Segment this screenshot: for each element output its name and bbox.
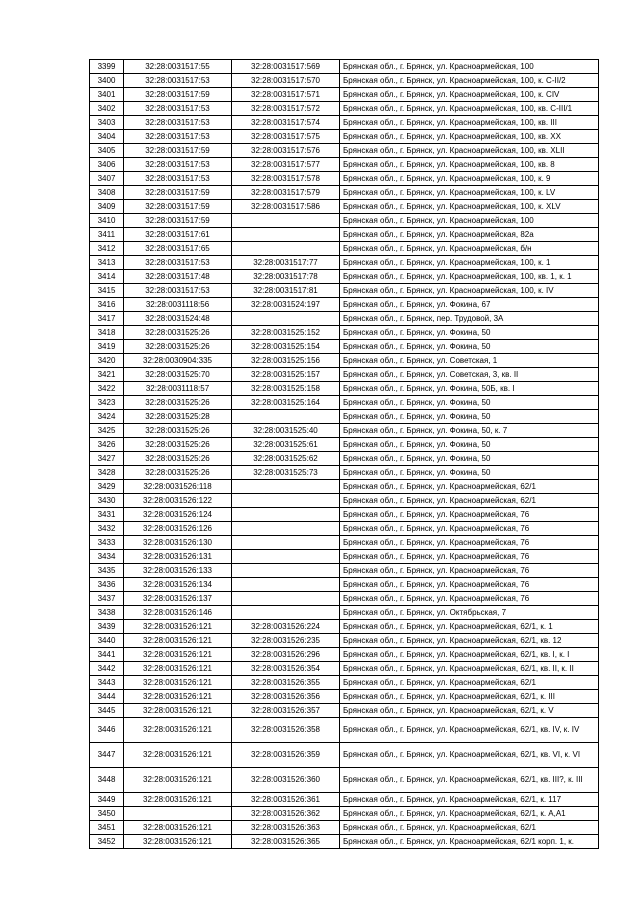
address-cell: Брянская обл., г. Брянск, ул. Красноармейская, 100, к. IV [340, 284, 599, 298]
table-row [90, 550, 599, 564]
parcel-cadastral-number-cell: 32:28:0031526:133 [124, 564, 232, 578]
row-number-cell: 3448 [90, 768, 124, 793]
table-body [90, 60, 599, 849]
object-cadastral-number-cell: 32:28:0031517:576 [232, 144, 340, 158]
object-cadastral-number-cell: 32:28:0031526:362 [232, 807, 340, 821]
row-number-cell: 3424 [90, 410, 124, 424]
object-cadastral-number-cell: 32:28:0031517:569 [232, 60, 340, 74]
table-row [90, 494, 599, 508]
table-row [90, 354, 599, 368]
row-number-cell: 3434 [90, 550, 124, 564]
address-cell: Брянская обл., г. Брянск, ул. Красноармейская, 62/1 корп. 1, к. [340, 835, 599, 849]
row-number-cell: 3410 [90, 214, 124, 228]
parcel-cadastral-number-cell: 32:28:0031526:121 [124, 634, 232, 648]
row-number-cell: 3449 [90, 793, 124, 807]
parcel-cadastral-number-cell: 32:28:0031517:59 [124, 214, 232, 228]
object-cadastral-number-cell: 32:28:0031525:164 [232, 396, 340, 410]
object-cadastral-number-cell: 32:28:0031517:570 [232, 74, 340, 88]
row-number-cell: 3415 [90, 284, 124, 298]
object-cadastral-number-cell: 32:28:0031525:158 [232, 382, 340, 396]
table-row [90, 768, 599, 793]
address-cell: Брянская обл., г. Брянск, ул. Красноармейская, 76 [340, 508, 599, 522]
parcel-cadastral-number-cell: 32:28:0031517:59 [124, 186, 232, 200]
object-cadastral-number-cell: 32:28:0031517:77 [232, 256, 340, 270]
object-cadastral-number-cell: 32:28:0031526:363 [232, 821, 340, 835]
parcel-cadastral-number-cell: 32:28:0031517:55 [124, 60, 232, 74]
parcel-cadastral-number-cell: 32:28:0031526:121 [124, 743, 232, 768]
object-cadastral-number-cell: 32:28:0031524:197 [232, 298, 340, 312]
row-number-cell: 3422 [90, 382, 124, 396]
parcel-cadastral-number-cell [124, 807, 232, 821]
object-cadastral-number-cell [232, 494, 340, 508]
row-number-cell: 3406 [90, 158, 124, 172]
address-cell: Брянская обл., г. Брянск, ул. Красноармейская, 76 [340, 536, 599, 550]
address-cell: Брянская обл., г. Брянск, ул. Фокина, 50 [340, 326, 599, 340]
object-cadastral-number-cell: 32:28:0031517:579 [232, 186, 340, 200]
address-cell: Брянская обл., г. Брянск, ул. Фокина, 50 [340, 438, 599, 452]
table-row [90, 620, 599, 634]
object-cadastral-number-cell: 32:28:0031526:359 [232, 743, 340, 768]
parcel-cadastral-number-cell: 32:28:0031517:53 [124, 256, 232, 270]
object-cadastral-number-cell [232, 508, 340, 522]
object-cadastral-number-cell: 32:28:0031517:575 [232, 130, 340, 144]
row-number-cell: 3403 [90, 116, 124, 130]
row-number-cell: 3439 [90, 620, 124, 634]
parcel-cadastral-number-cell: 32:28:0031525:26 [124, 466, 232, 480]
parcel-cadastral-number-cell: 32:28:0031525:26 [124, 340, 232, 354]
cadastral-table [89, 59, 599, 849]
table-row [90, 424, 599, 438]
row-number-cell: 3427 [90, 452, 124, 466]
row-number-cell: 3423 [90, 396, 124, 410]
table-row [90, 704, 599, 718]
parcel-cadastral-number-cell: 32:28:0031525:26 [124, 438, 232, 452]
parcel-cadastral-number-cell: 32:28:0031526:121 [124, 676, 232, 690]
table-row [90, 438, 599, 452]
object-cadastral-number-cell [232, 592, 340, 606]
parcel-cadastral-number-cell: 32:28:0031517:59 [124, 200, 232, 214]
row-number-cell: 3421 [90, 368, 124, 382]
parcel-cadastral-number-cell: 32:28:0031526:118 [124, 480, 232, 494]
row-number-cell: 3452 [90, 835, 124, 849]
row-number-cell: 3441 [90, 648, 124, 662]
address-cell: Брянская обл., г. Брянск, ул. Красноармейская, 62/1 [340, 676, 599, 690]
address-cell: Брянская обл., г. Брянск, ул. Красноармейская, 100 [340, 214, 599, 228]
address-cell: Брянская обл., г. Брянск, ул. Красноармейская, 100, кв. XX [340, 130, 599, 144]
table-row [90, 743, 599, 768]
row-number-cell: 3440 [90, 634, 124, 648]
object-cadastral-number-cell: 32:28:0031517:577 [232, 158, 340, 172]
object-cadastral-number-cell [232, 564, 340, 578]
table-row [90, 452, 599, 466]
object-cadastral-number-cell: 32:28:0031517:571 [232, 88, 340, 102]
table-row [90, 578, 599, 592]
address-cell: Брянская обл., г. Брянск, ул. Красноармейская, 62/1, кв. I, к. I [340, 648, 599, 662]
row-number-cell: 3436 [90, 578, 124, 592]
parcel-cadastral-number-cell: 32:28:0031517:53 [124, 116, 232, 130]
table-row [90, 718, 599, 743]
row-number-cell: 3420 [90, 354, 124, 368]
table-row [90, 158, 599, 172]
parcel-cadastral-number-cell: 32:28:0031517:53 [124, 284, 232, 298]
parcel-cadastral-number-cell: 32:28:0031517:53 [124, 172, 232, 186]
address-cell: Брянская обл., г. Брянск, ул. Красноармейская, 62/1, к. 117 [340, 793, 599, 807]
object-cadastral-number-cell [232, 242, 340, 256]
object-cadastral-number-cell: 32:28:0031526:365 [232, 835, 340, 849]
row-number-cell: 3451 [90, 821, 124, 835]
address-cell: Брянская обл., г. Брянск, ул. Фокина, 50 [340, 466, 599, 480]
row-number-cell: 3413 [90, 256, 124, 270]
object-cadastral-number-cell: 32:28:0031525:40 [232, 424, 340, 438]
parcel-cadastral-number-cell: 32:28:0031517:53 [124, 158, 232, 172]
table-row [90, 270, 599, 284]
address-cell: Брянская обл., г. Брянск, ул. Красноармейская, 76 [340, 550, 599, 564]
row-number-cell: 3429 [90, 480, 124, 494]
table-row [90, 88, 599, 102]
parcel-cadastral-number-cell: 32:28:0031517:53 [124, 74, 232, 88]
parcel-cadastral-number-cell: 32:28:0031526:121 [124, 821, 232, 835]
parcel-cadastral-number-cell: 32:28:0031525:26 [124, 326, 232, 340]
object-cadastral-number-cell [232, 480, 340, 494]
parcel-cadastral-number-cell: 32:28:0031526:121 [124, 662, 232, 676]
address-cell: Брянская обл., г. Брянск, ул. Красноармейская, 62/1, кв. IV, к. IV [340, 718, 599, 743]
table-row [90, 242, 599, 256]
parcel-cadastral-number-cell: 32:28:0031525:26 [124, 452, 232, 466]
parcel-cadastral-number-cell: 32:28:0031526:134 [124, 578, 232, 592]
object-cadastral-number-cell: 32:28:0031526:361 [232, 793, 340, 807]
address-cell: Брянская обл., г. Брянск, ул. Красноармейская, 62/1, кв. VI, к. VI [340, 743, 599, 768]
row-number-cell: 3402 [90, 102, 124, 116]
object-cadastral-number-cell: 32:28:0031526:357 [232, 704, 340, 718]
parcel-cadastral-number-cell: 32:28:0031525:70 [124, 368, 232, 382]
table-row [90, 60, 599, 74]
address-cell: Брянская обл., г. Брянск, ул. Красноармейская, 100, к. CIV [340, 88, 599, 102]
parcel-cadastral-number-cell: 32:28:0031517:59 [124, 144, 232, 158]
address-cell: Брянская обл., г. Брянск, ул. Красноармейская, 62/1, к. V [340, 704, 599, 718]
address-cell: Брянская обл., г. Брянск, ул. Красноармейская, 62/1, кв. II, к. II [340, 662, 599, 676]
object-cadastral-number-cell: 32:28:0031526:360 [232, 768, 340, 793]
object-cadastral-number-cell: 32:28:0031517:586 [232, 200, 340, 214]
object-cadastral-number-cell [232, 522, 340, 536]
address-cell: Брянская обл., г. Брянск, ул. Красноармейская, 76 [340, 592, 599, 606]
row-number-cell: 3450 [90, 807, 124, 821]
address-cell: Брянская обл., г. Брянск, ул. Красноармейская, 62/1, кв. 12 [340, 634, 599, 648]
object-cadastral-number-cell: 32:28:0031526:358 [232, 718, 340, 743]
table-row [90, 648, 599, 662]
row-number-cell: 3435 [90, 564, 124, 578]
table-row [90, 102, 599, 116]
table-row [90, 821, 599, 835]
row-number-cell: 3445 [90, 704, 124, 718]
parcel-cadastral-number-cell: 32:28:0031118:57 [124, 382, 232, 396]
address-cell: Брянская обл., г. Брянск, ул. Красноармейская, 100, кв. III [340, 116, 599, 130]
parcel-cadastral-number-cell: 32:28:0031526:121 [124, 835, 232, 849]
row-number-cell: 3399 [90, 60, 124, 74]
table-row [90, 214, 599, 228]
parcel-cadastral-number-cell: 32:28:0031526:131 [124, 550, 232, 564]
object-cadastral-number-cell: 32:28:0031525:152 [232, 326, 340, 340]
address-cell: Брянская обл., г. Брянск, ул. Красноармейская, 100, кв. XLII [340, 144, 599, 158]
address-cell: Брянская обл., г. Брянск, ул. Красноармейская, 76 [340, 578, 599, 592]
object-cadastral-number-cell [232, 312, 340, 326]
table-row [90, 200, 599, 214]
row-number-cell: 3426 [90, 438, 124, 452]
parcel-cadastral-number-cell: 32:28:0031526:121 [124, 704, 232, 718]
address-cell: Брянская обл., г. Брянск, ул. Красноармейская, 100, к. С-II/2 [340, 74, 599, 88]
parcel-cadastral-number-cell: 32:28:0031526:121 [124, 768, 232, 793]
address-cell: Брянская обл., г. Брянск, ул. Красноармейская, 62/1, к. III [340, 690, 599, 704]
object-cadastral-number-cell: 32:28:0031526:235 [232, 634, 340, 648]
address-cell: Брянская обл., г. Брянск, ул. Фокина, 50 [340, 340, 599, 354]
address-cell: Брянская обл., г. Брянск, ул. Фокина, 50 [340, 452, 599, 466]
table-row [90, 116, 599, 130]
object-cadastral-number-cell [232, 550, 340, 564]
table-row [90, 144, 599, 158]
table-row [90, 793, 599, 807]
row-number-cell: 3404 [90, 130, 124, 144]
object-cadastral-number-cell: 32:28:0031525:61 [232, 438, 340, 452]
row-number-cell: 3417 [90, 312, 124, 326]
object-cadastral-number-cell: 32:28:0031517:574 [232, 116, 340, 130]
table-row [90, 662, 599, 676]
table-row [90, 130, 599, 144]
row-number-cell: 3416 [90, 298, 124, 312]
address-cell: Брянская обл., г. Брянск, ул. Фокина, 50 [340, 410, 599, 424]
address-cell: Брянская обл., г. Брянск, ул. Красноармейская, 76 [340, 564, 599, 578]
object-cadastral-number-cell [232, 214, 340, 228]
parcel-cadastral-number-cell: 32:28:0031517:48 [124, 270, 232, 284]
table-row [90, 522, 599, 536]
table-row [90, 634, 599, 648]
row-number-cell: 3419 [90, 340, 124, 354]
object-cadastral-number-cell [232, 410, 340, 424]
table-row [90, 172, 599, 186]
object-cadastral-number-cell: 32:28:0031517:578 [232, 172, 340, 186]
address-cell: Брянская обл., г. Брянск, ул. Фокина, 50, к. 7 [340, 424, 599, 438]
address-cell: Брянская обл., г. Брянск, ул. Фокина, 50 [340, 396, 599, 410]
row-number-cell: 3418 [90, 326, 124, 340]
address-cell: Брянская обл., г. Брянск, ул. Красноармейская, 100, к. 1 [340, 256, 599, 270]
table-row [90, 480, 599, 494]
parcel-cadastral-number-cell: 32:28:0031526:121 [124, 690, 232, 704]
address-cell: Брянская обл., г. Брянск, ул. Фокина, 67 [340, 298, 599, 312]
table-row [90, 410, 599, 424]
parcel-cadastral-number-cell: 32:28:0031526:130 [124, 536, 232, 550]
parcel-cadastral-number-cell: 32:28:0031517:53 [124, 130, 232, 144]
table-row [90, 508, 599, 522]
address-cell: Брянская обл., г. Брянск, ул. Красноармейская, 62/1 [340, 480, 599, 494]
row-number-cell: 3446 [90, 718, 124, 743]
object-cadastral-number-cell: 32:28:0031525:156 [232, 354, 340, 368]
table-row [90, 835, 599, 849]
parcel-cadastral-number-cell: 32:28:0030904:335 [124, 354, 232, 368]
address-cell: Брянская обл., г. Брянск, пер. Трудовой, 3А [340, 312, 599, 326]
address-cell: Брянская обл., г. Брянск, ул. Советская, 1 [340, 354, 599, 368]
object-cadastral-number-cell: 32:28:0031525:157 [232, 368, 340, 382]
row-number-cell: 3412 [90, 242, 124, 256]
object-cadastral-number-cell: 32:28:0031525:154 [232, 340, 340, 354]
address-cell: Брянская обл., г. Брянск, ул. Красноармейская, 100, кв. 1, к. 1 [340, 270, 599, 284]
address-cell: Брянская обл., г. Брянск, ул. Советская, 3, кв. II [340, 368, 599, 382]
row-number-cell: 3437 [90, 592, 124, 606]
parcel-cadastral-number-cell: 32:28:0031517:59 [124, 88, 232, 102]
object-cadastral-number-cell: 32:28:0031526:354 [232, 662, 340, 676]
address-cell: Брянская обл., г. Брянск, ул. Красноармейская, 100, кв. С-III/1 [340, 102, 599, 116]
row-number-cell: 3414 [90, 270, 124, 284]
row-number-cell: 3405 [90, 144, 124, 158]
address-cell: Брянская обл., г. Брянск, ул. Красноармейская, 76 [340, 522, 599, 536]
row-number-cell: 3428 [90, 466, 124, 480]
parcel-cadastral-number-cell: 32:28:0031517:61 [124, 228, 232, 242]
table-row [90, 807, 599, 821]
object-cadastral-number-cell: 32:28:0031526:224 [232, 620, 340, 634]
parcel-cadastral-number-cell: 32:28:0031526:146 [124, 606, 232, 620]
table-row [90, 368, 599, 382]
object-cadastral-number-cell [232, 536, 340, 550]
address-cell: Брянская обл., г. Брянск, ул. Красноармейская, 82а [340, 228, 599, 242]
object-cadastral-number-cell [232, 228, 340, 242]
address-cell: Брянская обл., г. Брянск, ул. Красноармейская, 62/1, к. 1 [340, 620, 599, 634]
row-number-cell: 3400 [90, 74, 124, 88]
parcel-cadastral-number-cell: 32:28:0031525:28 [124, 410, 232, 424]
row-number-cell: 3443 [90, 676, 124, 690]
table-row [90, 536, 599, 550]
row-number-cell: 3407 [90, 172, 124, 186]
object-cadastral-number-cell: 32:28:0031517:572 [232, 102, 340, 116]
object-cadastral-number-cell: 32:28:0031526:355 [232, 676, 340, 690]
object-cadastral-number-cell: 32:28:0031517:78 [232, 270, 340, 284]
parcel-cadastral-number-cell: 32:28:0031517:53 [124, 102, 232, 116]
table-row [90, 186, 599, 200]
address-cell: Брянская обл., г. Брянск, ул. Фокина, 50Б, кв. I [340, 382, 599, 396]
parcel-cadastral-number-cell: 32:28:0031524:48 [124, 312, 232, 326]
row-number-cell: 3447 [90, 743, 124, 768]
row-number-cell: 3411 [90, 228, 124, 242]
address-cell: Брянская обл., г. Брянск, ул. Красноармейская, 62/1, к. А,А1 [340, 807, 599, 821]
parcel-cadastral-number-cell: 32:28:0031526:121 [124, 793, 232, 807]
parcel-cadastral-number-cell: 32:28:0031525:26 [124, 396, 232, 410]
address-cell: Брянская обл., г. Брянск, ул. Красноармейская, 62/1 [340, 821, 599, 835]
object-cadastral-number-cell: 32:28:0031526:296 [232, 648, 340, 662]
row-number-cell: 3438 [90, 606, 124, 620]
address-cell: Брянская обл., г. Брянск, ул. Красноармейская, 100, кв. 8 [340, 158, 599, 172]
parcel-cadastral-number-cell: 32:28:0031526:121 [124, 620, 232, 634]
object-cadastral-number-cell: 32:28:0031517:81 [232, 284, 340, 298]
address-cell: Брянская обл., г. Брянск, ул. Красноармейская, 100, к. LV [340, 186, 599, 200]
address-cell: Брянская обл., г. Брянск, ул. Красноармейская, 100 [340, 60, 599, 74]
object-cadastral-number-cell [232, 578, 340, 592]
object-cadastral-number-cell [232, 606, 340, 620]
object-cadastral-number-cell: 32:28:0031525:73 [232, 466, 340, 480]
table-row [90, 228, 599, 242]
object-cadastral-number-cell: 32:28:0031525:62 [232, 452, 340, 466]
parcel-cadastral-number-cell: 32:28:0031525:26 [124, 424, 232, 438]
parcel-cadastral-number-cell: 32:28:0031526:137 [124, 592, 232, 606]
parcel-cadastral-number-cell: 32:28:0031517:65 [124, 242, 232, 256]
table-row [90, 466, 599, 480]
row-number-cell: 3408 [90, 186, 124, 200]
address-cell: Брянская обл., г. Брянск, ул. Красноармейская, 62/1 [340, 494, 599, 508]
table-row [90, 676, 599, 690]
table-row [90, 74, 599, 88]
parcel-cadastral-number-cell: 32:28:0031118:56 [124, 298, 232, 312]
address-cell: Брянская обл., г. Брянск, ул. Красноармейская, б/н [340, 242, 599, 256]
table-row [90, 340, 599, 354]
row-number-cell: 3430 [90, 494, 124, 508]
table-row [90, 298, 599, 312]
parcel-cadastral-number-cell: 32:28:0031526:126 [124, 522, 232, 536]
object-cadastral-number-cell: 32:28:0031526:356 [232, 690, 340, 704]
row-number-cell: 3409 [90, 200, 124, 214]
address-cell: Брянская обл., г. Брянск, ул. Красноармейская, 100, к. XLV [340, 200, 599, 214]
address-cell: Брянская обл., г. Брянск, ул. Красноармейская, 100, к. 9 [340, 172, 599, 186]
table-row [90, 256, 599, 270]
table-row [90, 312, 599, 326]
row-number-cell: 3442 [90, 662, 124, 676]
table-row [90, 326, 599, 340]
row-number-cell: 3401 [90, 88, 124, 102]
address-cell: Брянская обл., г. Брянск, ул. Октябрьская, 7 [340, 606, 599, 620]
row-number-cell: 3425 [90, 424, 124, 438]
table-row [90, 690, 599, 704]
table-row [90, 606, 599, 620]
address-cell: Брянская обл., г. Брянск, ул. Красноармейская, 62/1, кв. III?, к. III [340, 768, 599, 793]
table-row [90, 592, 599, 606]
table-row [90, 284, 599, 298]
table-row [90, 564, 599, 578]
parcel-cadastral-number-cell: 32:28:0031526:124 [124, 508, 232, 522]
parcel-cadastral-number-cell: 32:28:0031526:121 [124, 718, 232, 743]
parcel-cadastral-number-cell: 32:28:0031526:121 [124, 648, 232, 662]
row-number-cell: 3433 [90, 536, 124, 550]
parcel-cadastral-number-cell: 32:28:0031526:122 [124, 494, 232, 508]
table-row [90, 382, 599, 396]
row-number-cell: 3432 [90, 522, 124, 536]
row-number-cell: 3431 [90, 508, 124, 522]
row-number-cell: 3444 [90, 690, 124, 704]
table-row [90, 396, 599, 410]
